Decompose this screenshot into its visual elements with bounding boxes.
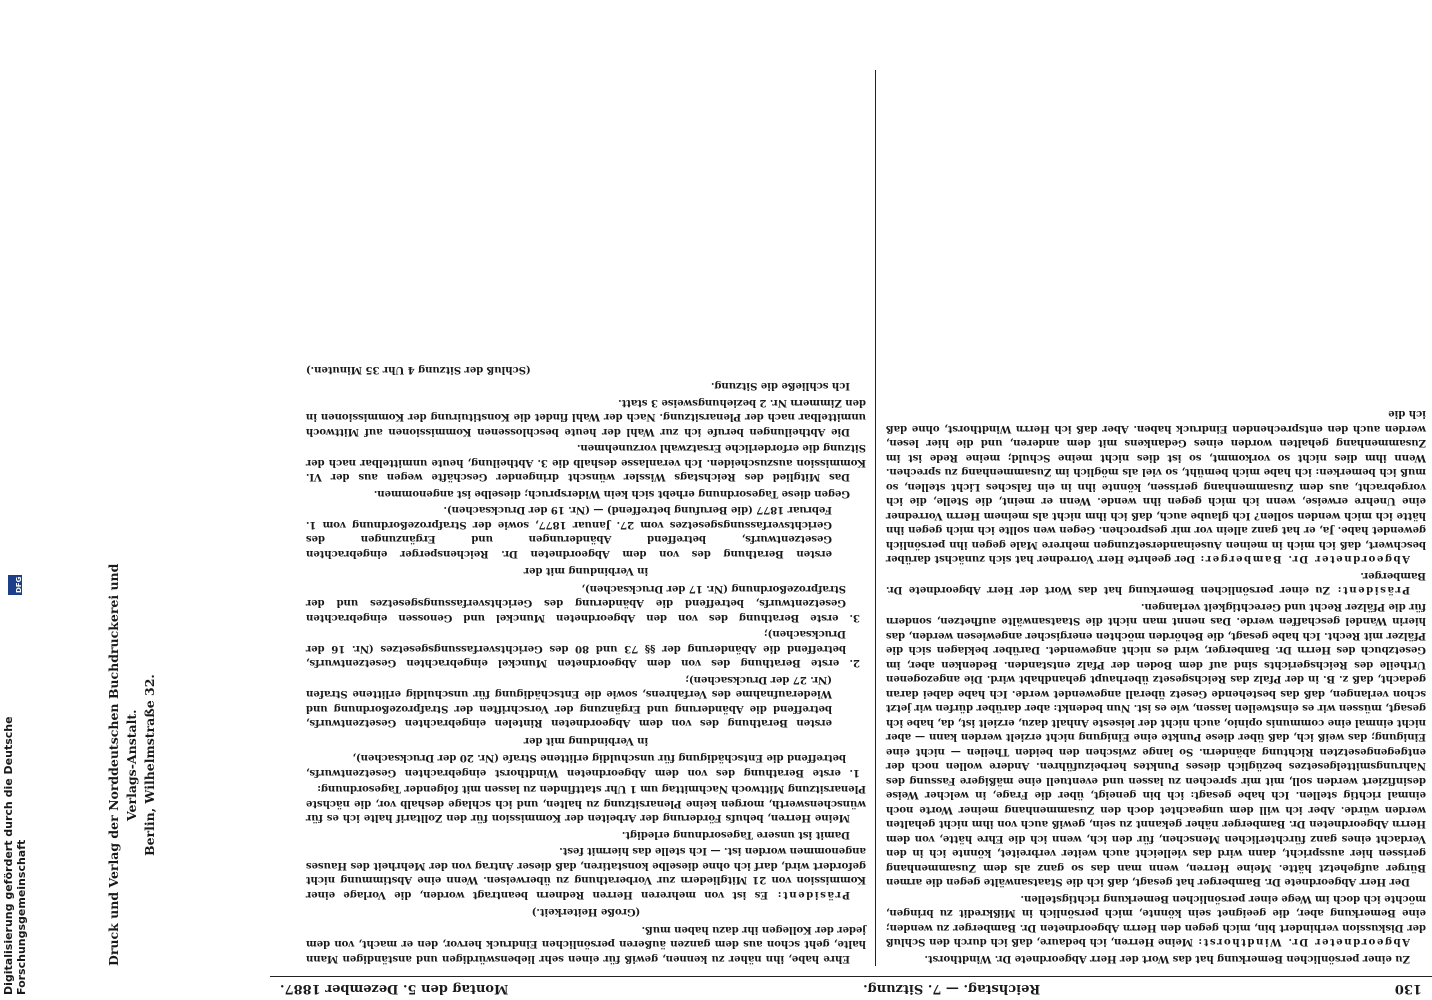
- paragraph-text: 2. erste Berathung des von dem Abgeordneten Munckel eingebrachten Gesetzentwurfs, betreffend die Abänderung der §§ 73 und 80 des Gerichtsverfassungsgesetzes (Nr. 16 der Drucksachen);: [306, 628, 860, 670]
- paragraph-text: Der Herr Abgeordnete Dr. Bamberger hat gesagt, daß ich die Staatsanwälte gegen die armen Bürger aufgehetzt hätte. Meine Herren, wenn man das so ganz als dem Zusammenhang gerissen hier ausspricht, dann wird das vielleicht auch weiter verbreitet, könnte ich in den Verdacht eines ganz fürchterlichen Menschen, für den ich, wenn ich die Ehre hätte, von dem Herrn Abgeordneten Dr. Bamberger näher gekannt zu sein, gewiß auch von ihm nicht gehalten werden würde. Aber ich will dem ungeachtet doch den Zusammenhang meiner Worte noch einmal richtig stellen. Ich habe gesagt: ich bin geneigt, über die Frage, in welcher Weise desinfiziert werden soll, mit mir sprechen zu lassen und eventuell eine mäßigere Fassung des Nahrungsmittelgesetzes bezüglich dieses Punktes herbeizuführen. Andere wollen noch der entgegengesetzten Richtung abändern. So lange zwischen den beiden Theilen — nicht eine Einigung; das weiß ich, daß über diese Punkte eine Einigung nicht erzielt werden kann — aber nicht einmal eine communis opinio, auch nicht der leiseste Anhalt dazu, erzielt ist, da, habe ich gesagt, müssen wir es einstweilen lassen, wie es ist. Nun bedenkt: aber darüber dürfen wir jetzt schon verlangen, daß das bestehende Gesetz überall angewendet werde. Ich habe dabei daran gedacht, daß z. B. in der Pfalz das Reichsgesetz überhaupt gehandhabt wird. Die angezogenen Urtheile des Reichsgerichts sind auf dem Boden der Pfalz entstanden. Bedenken aber, im Gesetzbuch des Herrn Dr. Bamberger, wird es nicht angewendet. Darüber beklagen sich die Pfälzer mit Recht. Ich habe gesagt, die Behörden möchten energischer angewiesen werden, das hierin Wandel geschaffen werde. Das nennt man nicht die Staatsanwälte aufhetzen, sondern für die Pfälzer Recht und Gerechtigkeit verlangen.: [886, 601, 1426, 889]
- paragraph: [306, 673, 866, 731]
- imprint-line-2: Berlin, Wilhelmstraße 32.: [142, 674, 157, 856]
- credit-text: Digitalisierung gefördert durch die Deutsche Forschungsgemeinschaft: [2, 716, 28, 995]
- paragraph: [306, 379, 866, 394]
- paragraph: [306, 487, 866, 502]
- paragraph: [306, 363, 866, 378]
- header-center: Reichstag. — 7. Sitzung.: [863, 981, 1041, 996]
- imprint-line-1: Druck und Verlag der Norddeutschen Buchdruckerei und Verlags-Anstalt.: [106, 563, 139, 967]
- paragraph-text: Meine Herren, behufs Förderung der Arbeiten der Kommission für den Zolltarif halte ich es für wünschenswerth, morgen keine Plenarsitzung zu halten, und ich schlage deshalb vor, die nächste Plenarsitzung Mittwoch Nachmittag um 1 Uhr stattfinden zu lassen mit folgender Tagesordnung:: [306, 783, 866, 825]
- speaker-name: Präsident:: [776, 889, 850, 901]
- paragraph: [886, 892, 1426, 950]
- paragraph-text: in Verbindung mit der: [523, 735, 649, 747]
- paragraph-text: Es ist von mehreren Herren Rednern beantragt worden, die Vorlage einer Kommission von 21 Mitgliedern zur Vorberathung zu überweisen. Wenn eine Abstimmung nicht gefordert wird, darf ich ohne dieselbe konstatiren, daß dieser Antrag von der Mehrheit des Hauses angenommen worden ist. — Ich stelle das hiermit fest.: [306, 845, 866, 901]
- speaker-name: Abgeordneter Dr. Windthorst:: [1196, 936, 1410, 949]
- paragraph: [306, 923, 866, 967]
- paragraph: [306, 828, 866, 843]
- speaker-name: Abgeordneter Dr. Bamberger:: [1198, 553, 1410, 566]
- paragraph-text: 1. erste Berathung des von dem Abgeordneten Windthorst eingebrachten Gesetzentwurfs, betreffend die Entschädigung für unschuldig erlittene Strafe (Nr. 20 der Drucksachen),: [306, 752, 860, 779]
- paragraph-text: ersten Berathung des von dem Abgeordneten Dr. Reichensperger eingebrachten Gesetzentwurfs, betreffend Abänderungen und Ergänzungen des Gerichtsverfassungsgesetzes vom 27. Januar 1877, sowie der Strafprozeßordnung vom 1. Februar 1877 (die Berufung betreffend) — (Nr. 19 der Drucksachen).: [306, 504, 832, 560]
- paragraph: [306, 582, 866, 626]
- paragraph-text: 3. erste Berathung des von den Abgeordneten Munckel und Genossen eingebrachten Gesetzentwurfs, betreffend die Abänderung des Gerichtsverfassungsgesetzes und der Strafprozeßordnung (Nr. 17 der Drucksachen),: [306, 583, 860, 624]
- paragraph-text: Der geehrte Herr Vorredner hat sich zunächst darüber beschwert, daß ich mich in meinen Auseinandersetzungen mehrere Male gegen ihn persönlich gewendet habe. Ja, er hat ganz allein vor mir gesprochen. Gegen wen sollte ich mich gegen ihn hätte ich mich wenden sollen? Ich glaube auch, daß ich ihm nicht als meinem Herrn Vorredner eine Unehre erweise, wenn ich mich gegen ihn wende. Wenn er meint, die Stelle, die ich vorgebracht, aus dem Zusammenhang gerissen, könnte ihn in ein falsches Licht stellen, so muß ich bemerken: ich habe mich bemüht, so viel als möglich im Zusammenhang zu sprechen. Wenn ihm dies nicht so vorkommt, so ist dies nicht meine Schuld; meine Rede ist im Zusammenhang gehalten worden eines Gedankens mit dem anderen, und die hier lesen, werden auch den entsprechenden Eindruck haben. Aber daß ich Herrn Windthorst, ohne daß ich die: [886, 408, 1426, 566]
- paragraph-text: Zu einer persönlichen Bemerkung hat das Wort der Herr Abgeordnete Dr. Windthorst.: [924, 953, 1410, 965]
- paragraph-text: Meine Herren, ich bedaure, daß ich durch den Schluß der Diskussion verhindert bin, mich gegen den Herrn Abgeordneten Dr. Bamberger zu wenden; eine Bemerkung aber, die geeignet sein könnte, mich persönlich in Mißkredit zu bringen, möchte ich doch im Wege einer persönlichen Bemerkung richtigstellen.: [886, 893, 1426, 949]
- paragraph: [306, 734, 866, 749]
- paragraph: [306, 782, 866, 826]
- printer-imprint: [105, 535, 165, 995]
- speaker-name: Präsident:: [1336, 584, 1410, 597]
- column-divider: [875, 70, 876, 966]
- paragraph: [886, 569, 1426, 598]
- paragraph-text: Ehre habe, ihn näher zu kennen, gewiß für einen sehr liebenswürdigen und anständigen Mann halte, geht schon aus dem ganzen äußeren persönlichen Eindruck hervor, den er macht, von dem jeder der Kollegen ihr dazu haben muß.: [306, 924, 866, 965]
- running-header: [270, 976, 1432, 1000]
- paragraph-text: Ich schließe die Sitzung.: [711, 380, 850, 393]
- paragraph-text: (Große Heiterkeit.): [531, 906, 641, 919]
- dfg-logo-icon: DFG: [8, 575, 22, 595]
- paragraph-text: ersten Berathung des von dem Abgeordneten Rintelen eingebrachten Gesetzentwurfs, betreffend die Abänderung und Ergänzung der Vorschriften der Strafprozeßordnung und Wiederaufnahme des Verfahrens, sowie die Entschädigung für unschuldig erlittene Strafen (Nr. 27 der Drucksachen);: [306, 674, 832, 730]
- paragraph: [306, 441, 866, 485]
- paragraph: [306, 905, 866, 920]
- paragraph-text: Zu einer persönlichen Bemerkung hat das Wort der Herr Abgeordnete Dr. Bamberger.: [886, 570, 1426, 597]
- left-column: [886, 405, 1426, 966]
- paragraph-text: Das Mitglied des Reichstags Wissler wünscht dringender Geschäfte wegen aus der VI. Kommission auszuscheiden. Ich veranlasse deshalb die 3. Abtheilung, heute unmittelbar nach der Sitzung die erforderliche Ersatzwahl vorzunehmen.: [306, 442, 866, 484]
- paragraph: [306, 564, 866, 579]
- right-column: [306, 361, 866, 967]
- paragraph-text: (Schluß der Sitzung 4 Uhr 35 Minuten.): [306, 364, 531, 376]
- paragraph: [886, 952, 1426, 967]
- paragraph: [306, 396, 866, 440]
- paragraph-text: Damit ist unsere Tagesordnung erledigt.: [621, 829, 850, 841]
- paragraph: [886, 407, 1426, 567]
- paragraph-text: Die Abtheilungen berufe ich zur Wahl der heute beschlossenen Kommissionen auf Mittwoch unmittelbar nach der Plenarsitzung. Nach der Wahl findet die Konstituirung der Kommissionen in den Zimmern Nr. 2 beziehungsweise 3 statt.: [306, 397, 866, 438]
- paragraph: [306, 503, 866, 561]
- paragraph-text: in Verbindung mit der: [523, 565, 649, 578]
- paragraph: [306, 627, 866, 671]
- paragraph: [306, 844, 866, 902]
- scanned-page-rotated: [270, 70, 1432, 1000]
- paragraph: [306, 751, 866, 780]
- paragraph-text: Gegen diese Tagesordnung erhebt sich kein Widerspruch; dieselbe ist angenommen.: [373, 488, 850, 500]
- paragraph: [886, 600, 1426, 890]
- digitization-credit: [2, 575, 28, 995]
- header-date: Montag den 5. Dezember 1887.: [280, 981, 509, 996]
- page-number: 130: [1394, 981, 1422, 996]
